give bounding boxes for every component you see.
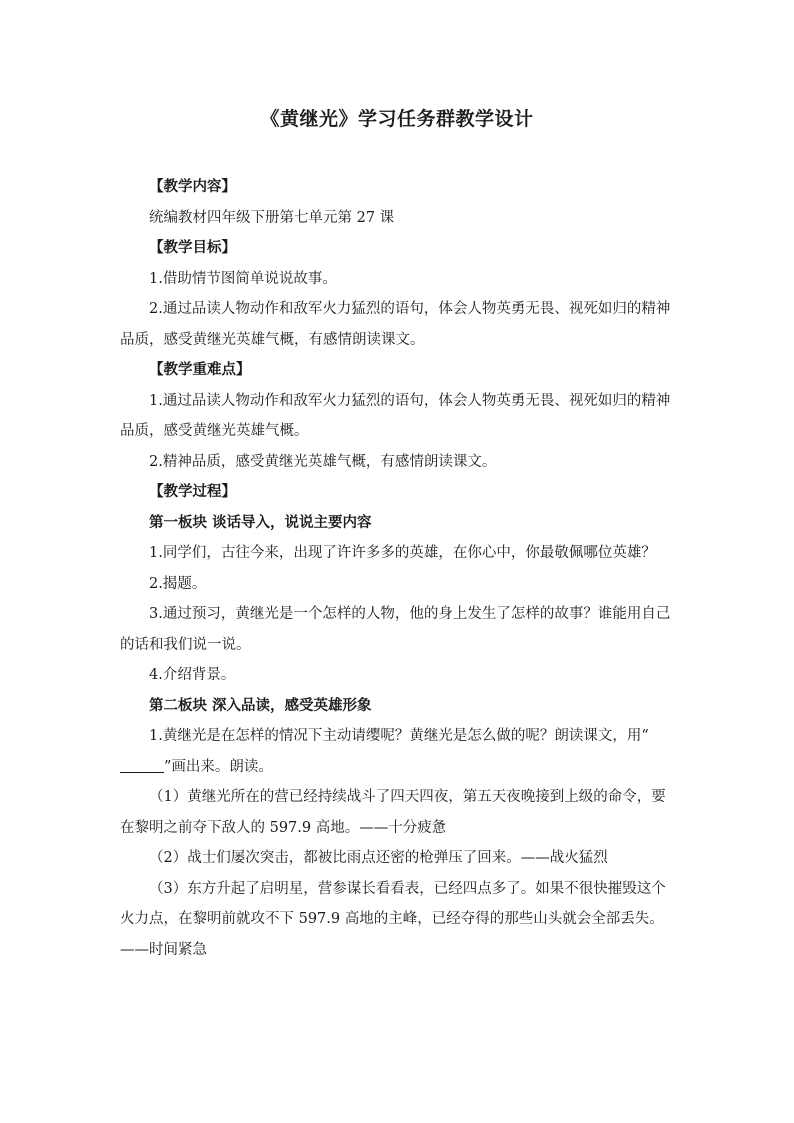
- paragraph-goal-1: 1.借助情节图简单说说故事。: [149, 270, 337, 287]
- paragraph-section2-point2: （2）战士们屡次突击，都被比雨点还密的枪弹压了回来。——战火猛烈: [149, 850, 608, 866]
- document-body: [120, 172, 680, 965]
- paragraph-section2-item1: [120, 721, 680, 782]
- document-title: 《黄继光》学习任务群教学设计: [260, 108, 534, 130]
- section-heading-1: 第一板块 谈话导入，说说主要内容: [149, 514, 372, 531]
- paragraph-teaching-content: 统编教材四年级下册第七单元第 27 课: [149, 209, 395, 226]
- heading-key-points: 【教学重难点】: [149, 362, 251, 378]
- paragraph-section1-item4: 4.介绍背景。: [149, 667, 236, 683]
- section2-item1-text-a: 1.黄继光是在怎样的情况下主动请缨呢？黄继光是怎么做的呢？朗读课文，用“: [149, 728, 649, 744]
- paragraph-section2-point1: （1）黄继光所在的营已经持续战斗了四天四夜，第五天夜晚接到上级的命令，要在黎明之前夺下敌人的 597.9 高地。——十分疲惫: [120, 789, 666, 836]
- section-heading-2: 第二板块 深入品读，感受英雄形象: [149, 697, 372, 714]
- paragraph-section1-item1: 1.同学们，古往今来，出现了许许多多的英雄，在你心中，你最敬佩哪位英雄？: [149, 545, 656, 561]
- paragraph-section1-item2: 2.揭题。: [149, 575, 207, 592]
- paragraph-goal-2: 2.通过品读人物动作和敌军火力猛烈的语句，体会人物英勇无畏、视死如归的精神品质，感受黄继光英雄气概，有感情朗读课文。: [120, 301, 671, 348]
- fill-blank-line: [120, 756, 164, 773]
- paragraph-key-1: 1.通过品读人物动作和敌军火力猛烈的语句，体会人物英勇无畏、视死如归的精神品质，感受黄继光英雄气概。: [120, 392, 671, 439]
- paragraph-key-2: 2.精神品质，感受黄继光英雄气概，有感情朗读课文。: [149, 453, 497, 470]
- paragraph-section2-point3: （3）东方升起了启明星，营参谋长看看表，已经四点多了。如果不很快摧毁这个火力点，在黎明前就攻不下 597.9 高地的主峰，已经夺得的那些山头就会全部丢失。——时间紧急: [120, 880, 666, 958]
- heading-teaching-content: 【教学内容】: [149, 179, 236, 195]
- paragraph-section1-item3: 3.通过预习，黄继光是一个怎样的人物，他的身上发生了怎样的故事？谁能用自己的话和我们说一说。: [120, 606, 671, 653]
- heading-teaching-goals: 【教学目标】: [149, 240, 236, 256]
- heading-teaching-process: 【教学过程】: [149, 484, 236, 500]
- section2-item1-text-b: ”画出来。朗读。: [164, 758, 273, 775]
